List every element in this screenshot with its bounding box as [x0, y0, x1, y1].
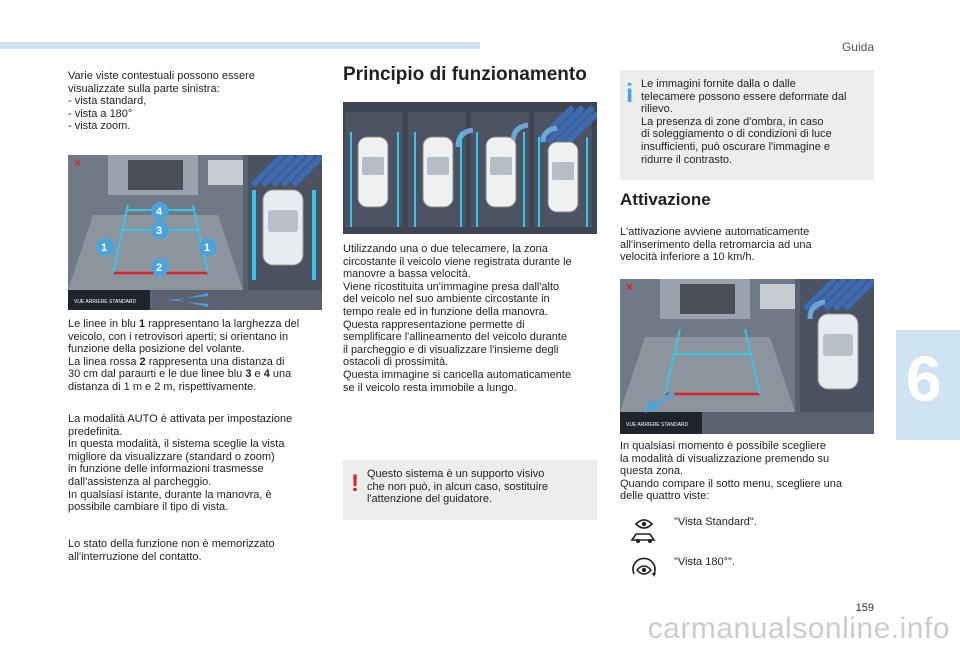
- camera-view-image-2: [620, 279, 874, 434]
- page-number: 159: [855, 602, 874, 614]
- lines-bold-4: 4: [263, 368, 270, 381]
- warning-text: Questo sistema è un supporto visivo che non può, in alcun caso, sostituire l'attenzione del guidatore.: [367, 468, 549, 506]
- lines-bold-3: 3: [245, 368, 252, 381]
- auto-mode-text: La modalità AUTO è attivata per impostazione predefinita. In questa modalità, il sistema sceglie la vista migliore da visualizzare (standard o zoom) in funzione delle informazioni trasmesse dall'assistenza al parcheggio. In qualsiasi istante, durante la manovra, è possibile cambiare il tipo di vista.: [68, 413, 293, 514]
- header-bar: [0, 42, 480, 49]
- view-180-label: "Vista 180°".: [674, 556, 735, 568]
- lines-description: [68, 318, 330, 394]
- camera-view-image-1: [68, 155, 322, 310]
- image-label-1: VUE ARRIERE STANDARD: [74, 299, 137, 305]
- memory-text: Lo stato della funzione non è memorizzato all'interruzione del contatto.: [68, 538, 275, 563]
- top-view-sequence-image: [343, 102, 597, 234]
- callout-1-right: 1: [204, 242, 211, 254]
- svg-text:×: ×: [74, 156, 82, 170]
- image-label-2: VUE ARRIERE STANDARD: [626, 422, 689, 428]
- lines-text-c: rappresentano la larghezza del veicolo, con i retrovisori aperti; si orientano in funzione della posizione del volante. La linea rossa: [68, 318, 300, 368]
- camera-view-drawing: [68, 155, 322, 310]
- info-icon: i: [626, 78, 634, 108]
- chapter-number: 6: [906, 343, 942, 415]
- info-text: Le immagini fornite dalla o dalle telecamere possono essere deformate dal rilievo. La presenza di zone d'ombra, in caso di soleggiamento o di condizioni di luce insufficienti, può oscurare l'immagine e ridurre il contrasto.: [641, 78, 847, 166]
- chapter-tab: [896, 330, 960, 440]
- lines-text-d: rappresenta una distanza di 30 cm dal paraurti e le due linee blu: [68, 355, 285, 381]
- principle-body: Utilizzando una o due telecamere, la zona circostante il veicolo viene registrata durante le manovre a bassa velocità. Viene ricostituita un'immagine presa dall'alto del veicolo nel suo ambiente circostante in tempo reale ed in funzione della manovra. Questa rappresentazione permette di semplificare l'allineamento del veicolo durante il parcheggio e di visualizzare l'insieme degli ostacoli di prossimità. Questa immagine si cancella automaticamente se il veicolo resta immobile a lungo.: [343, 243, 572, 394]
- lines-text-e: e: [251, 368, 264, 381]
- heading-activation: Attivazione: [620, 190, 711, 209]
- warning-icon: !: [351, 470, 359, 497]
- lines-bold-1: 1: [138, 318, 146, 330]
- top-view-drawing: [343, 102, 597, 234]
- svg-text:×: ×: [626, 280, 634, 294]
- intro-text: Varie viste contestuali possono essere visualizzate sulla parte sinistra: - vista standard, - vista a 180° - vista zoom.: [68, 70, 255, 133]
- view-standard-label: "Vista Standard".: [674, 516, 757, 528]
- callout-4: 4: [156, 206, 163, 218]
- info-box: [620, 70, 874, 180]
- view-180-icon: [630, 556, 658, 584]
- heading-principle: Principio di funzionamento: [343, 64, 587, 85]
- activation-body: L'attivazione avviene automaticamente all'inserimento della retromarcia ad una velocità inferiore a 10 km/h.: [620, 226, 812, 264]
- warning-box: [343, 460, 597, 520]
- callout-2: 2: [156, 262, 163, 274]
- standard-view-icon: [630, 516, 658, 544]
- lines-bold-2: 2: [139, 355, 146, 368]
- lines-text-a: Le linee in blu: [68, 318, 139, 330]
- lines-text-f: una distanza di 1 m e 2 m, rispettivamente.: [68, 368, 292, 393]
- view-selection-text: In qualsiasi momento è possibile scegliere la modalità di visualizzazione premendo su questa zona. Quando compare il sotto menu, scegliere una delle quattro viste:: [620, 440, 842, 503]
- section-title: Guida: [841, 40, 874, 54]
- camera-view-drawing-2: [620, 279, 874, 434]
- callout-3: 3: [156, 225, 163, 237]
- callout-1-left: 1: [101, 242, 108, 254]
- watermark: carmanualsonline.info: [647, 612, 950, 645]
